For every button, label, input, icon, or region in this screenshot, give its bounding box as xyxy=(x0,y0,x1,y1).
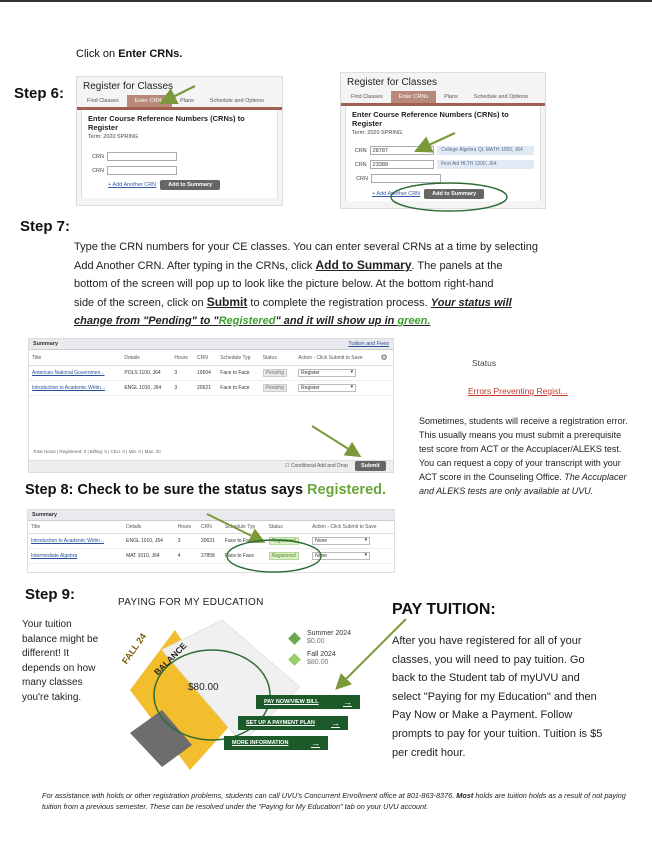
more-information-label: MORE INFORMATION xyxy=(232,740,289,746)
crn-label: CRN xyxy=(354,147,367,154)
add-to-summary-button[interactable]: Add to Summary xyxy=(424,189,484,199)
arrow-right-icon: → xyxy=(311,738,320,748)
crn-label: CRN xyxy=(92,167,104,174)
intro-text: Click on xyxy=(76,48,119,60)
arrow-to-submit xyxy=(312,426,358,455)
action-select[interactable]: None ▾ xyxy=(312,552,370,560)
fall-ribbon-text: FALL 24 xyxy=(120,631,149,666)
col-action: Action - Click Submit to Save xyxy=(309,521,394,534)
errors-preventing-link[interactable]: Errors Preventing Regist... xyxy=(468,386,568,396)
course-details: MAT 1010, J64 xyxy=(123,549,175,564)
semester-name: Summer 2024 xyxy=(307,630,351,637)
crn-input[interactable]: 23389 xyxy=(370,160,434,169)
step7-text: . The panels at the xyxy=(411,260,503,272)
course-hours: 3 xyxy=(171,381,194,396)
course-hours: 4 xyxy=(175,549,198,564)
col-action: Action - Click Submit to Save xyxy=(295,350,377,366)
tab-schedule-options[interactable]: Schedule and Options xyxy=(209,98,265,104)
shot1-heading: Enter Course Reference Numbers (CRNs) to Register xyxy=(88,114,245,132)
course-title-link[interactable]: Introduction to Academic Writin... xyxy=(28,534,123,549)
tab-plans[interactable]: Plans xyxy=(180,98,194,104)
col-crn: CRN xyxy=(198,521,222,534)
action-select[interactable]: Register ▾ xyxy=(298,384,356,392)
course-details: POLS 1100, J64 xyxy=(121,366,171,381)
step7-text: side of the screen, click on xyxy=(74,297,207,309)
footer-text: For assistance with holds or other registration problems, students can call UVU's Concurrent Enrollment office at 801-863-8376. xyxy=(42,791,457,800)
status-change-text: " and it will show up in xyxy=(275,315,398,327)
status-badge: Pending xyxy=(263,384,287,392)
action-select[interactable]: Register ▾ xyxy=(298,369,356,377)
footer-assistance-note xyxy=(42,790,632,812)
step-6-label: Step 6: xyxy=(14,85,65,102)
course-schedule: Face to Face xyxy=(222,549,266,564)
arrow-to-enter-crns xyxy=(163,86,195,102)
tab-enter-crns[interactable]: Enter CRNs xyxy=(391,91,436,103)
footer-bold: Most xyxy=(456,791,474,800)
arrow-right-icon: → xyxy=(331,718,340,728)
side-note-italic: The Accuplacer and ALEKS tests are only available at UVU. xyxy=(419,472,627,496)
course-schedule: Face to Face xyxy=(217,366,259,381)
summary-label: Summary xyxy=(32,512,58,518)
add-to-summary-highlight xyxy=(391,183,507,211)
step-7-label: Step 7: xyxy=(20,218,71,235)
step7-text: to complete the registration process. xyxy=(247,297,431,309)
course-schedule: Face to Face xyxy=(222,534,266,549)
col-schedule-type: Schedule Typ xyxy=(217,350,259,366)
col-title: Title xyxy=(28,521,123,534)
conditional-add-drop-label: Conditional Add and Drop xyxy=(290,463,348,469)
course-title-link[interactable]: Intermediate Algebra xyxy=(28,549,123,564)
footer-text: holds are tuition holds as a result of not paying tuition from a previous semester. These can be resolved under the "Paying for My Education" tab on your UVU account. xyxy=(42,791,626,811)
registered-word: Registered xyxy=(218,315,276,327)
arrow-to-pay-now xyxy=(338,619,406,687)
semester-name: Fall 2024 xyxy=(307,651,336,658)
course-details: ENGL 1010, J64 xyxy=(121,381,171,396)
col-hours: Hours xyxy=(175,521,198,534)
settings-gear-icon[interactable]: ⚙ xyxy=(378,350,393,366)
tab-enter-crns[interactable]: Enter CRNs xyxy=(127,95,172,107)
shot2-title: Register for Classes xyxy=(347,77,438,88)
shot1-term: Term: 2020 SPRING xyxy=(88,134,139,140)
tab-find-classes[interactable]: Find Classes xyxy=(87,98,119,104)
course-crn: 20621 xyxy=(194,381,217,396)
col-schedule-type: Schedule Typ xyxy=(222,521,266,534)
course-title-link[interactable]: Introduction to Academic Writin... xyxy=(29,381,121,396)
shot2-heading: Enter Course Reference Numbers (CRNs) to Register xyxy=(352,110,509,128)
course-details: ENGL 1010, J64 xyxy=(123,534,175,549)
add-another-crn-link[interactable]: + Add Another CRN xyxy=(108,182,157,188)
arrow-to-crn-input xyxy=(418,133,455,150)
summary-label: Summary xyxy=(33,341,59,347)
col-details: Details xyxy=(121,350,171,366)
action-select[interactable]: None ▾ xyxy=(312,537,370,545)
tab-plans[interactable]: Plans xyxy=(444,94,458,100)
shot1-title: Register for Classes xyxy=(83,81,174,92)
status-change-emphasis: Your status will xyxy=(430,297,512,309)
registered-status-highlight xyxy=(227,540,321,572)
balance-amount: $80.00 xyxy=(188,682,219,693)
course-schedule: Face to Face xyxy=(217,381,259,396)
col-status: Status xyxy=(266,521,310,534)
course-hours: 3 xyxy=(175,534,198,549)
balance-label: BALANCE xyxy=(152,640,189,678)
shot2-term: Term: 2020 SPRING xyxy=(352,130,403,136)
submit-button[interactable]: Submit xyxy=(355,461,386,471)
pay-tuition-text: After you have registered for all of your classes, you will need to pay tuition. Go back to the Student tab of myUVU and select "Paying for my Education" and then Pay Now or Make a Payment. Follow prompts to pay for your tuition. Tuition is $5 per credit hour. xyxy=(392,635,603,759)
tab-find-classes[interactable]: Find Classes xyxy=(351,94,383,100)
step7-line: Type the CRN numbers for your CE classes. You can enter several CRNs at a time by selecting xyxy=(74,241,539,253)
pay-now-label: PAY NOW/VIEW BILL xyxy=(264,699,319,705)
col-crn: CRN xyxy=(194,350,217,366)
status-badge: Registered xyxy=(269,537,299,545)
arrow-to-status xyxy=(207,514,262,541)
col-details: Details xyxy=(123,521,175,534)
tab-schedule-options[interactable]: Schedule and Options xyxy=(473,94,529,100)
side-note-text: Sometimes, students will receive a registration error. This usually means you must submit a prerequisite test score from ACT or the Accuplacer/ALEKS test. You can request a copy of your transcript with your ACT score in the Counseling Office. xyxy=(419,416,628,482)
course-crn: 27858 xyxy=(198,549,222,564)
intro-bold: Enter CRNs. xyxy=(118,48,183,60)
green-word: green. xyxy=(397,315,431,327)
payment-plan-label: SET UP A PAYMENT PLAN xyxy=(246,720,315,726)
arrow-right-icon: → xyxy=(343,697,352,707)
step7-text: Add Another CRN. After typing in the CRNs, click xyxy=(74,260,316,272)
tuition-balance-note: Your tuition balance might be different! It depends on how many classes you're taking. xyxy=(22,619,99,703)
status-change-text: change from "Pending" to " xyxy=(74,315,219,327)
add-to-summary-emphasis: Add to Summary xyxy=(315,258,412,272)
course-crn: 19504 xyxy=(194,366,217,381)
semester-amount: $0.00 xyxy=(307,638,325,645)
crn-course-description: First Aid HLTH 1200, J64 xyxy=(437,160,534,169)
crn-label: CRN xyxy=(92,153,104,160)
crn-course-description: College Algebra QL MATH 1050, J64 xyxy=(437,146,534,155)
step8-text: Step 8: Check to be sure the status says xyxy=(25,482,308,498)
col-status: Status xyxy=(260,350,296,366)
crn-label: CRN xyxy=(356,175,368,182)
step8-registered: Registered. xyxy=(307,482,387,498)
add-another-crn-link[interactable]: + Add Another CRN xyxy=(372,191,421,197)
add-to-summary-button[interactable]: Add to Summary xyxy=(160,180,220,190)
status-badge: Registered xyxy=(269,552,299,560)
col-title: Title xyxy=(29,350,121,366)
conditional-add-drop[interactable]: ☐ Conditional Add and Drop xyxy=(285,463,348,469)
crn-label: CRN xyxy=(354,161,367,168)
status-heading: Status xyxy=(472,358,497,368)
course-crn: 20631 xyxy=(198,534,222,549)
col-hours: Hours xyxy=(171,350,194,366)
course-title-link[interactable]: American National Governmen... xyxy=(29,366,121,381)
step-9-label: Step 9: xyxy=(25,586,76,603)
paying-for-education-title: PAYING FOR MY EDUCATION xyxy=(118,597,264,608)
step7-line: bottom of the screen will pop up to look like the picture below. At the bottom right-hand xyxy=(74,278,494,290)
total-hours-line: Total Hours | Registered: 0 | Billing: 0 | CEU: 0 | Min: 0 | Max: 20 xyxy=(33,449,161,454)
tuition-fees-link[interactable]: Tuition and Fees xyxy=(348,341,389,347)
course-hours: 3 xyxy=(171,366,194,381)
status-badge: Pending xyxy=(263,369,287,377)
semester-amount: $80.00 xyxy=(307,659,329,666)
submit-emphasis: Submit xyxy=(206,295,248,309)
crn-input[interactable]: 28787 xyxy=(370,146,434,155)
pay-tuition-heading: PAY TUITION: xyxy=(392,601,496,618)
